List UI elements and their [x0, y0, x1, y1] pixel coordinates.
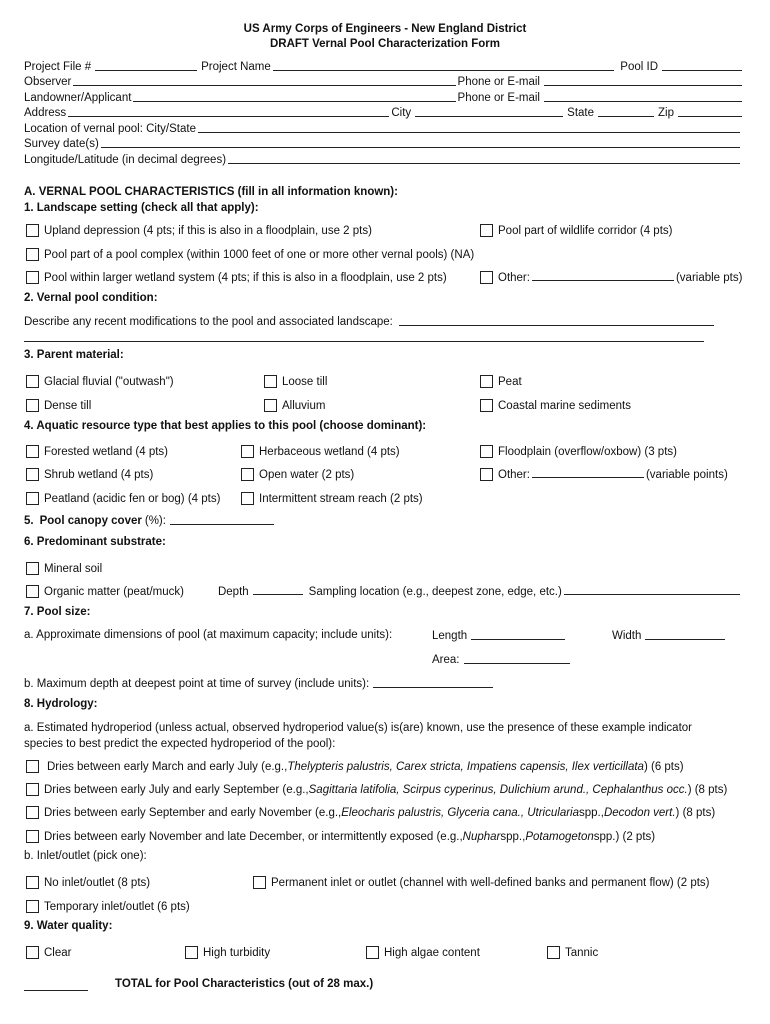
row-lonlat — [24, 151, 742, 166]
complex-checkbox[interactable] — [26, 248, 39, 261]
hydro-2-pre: Dries between early July and early September (e.g., — [44, 783, 309, 796]
hydro-3-pre: Dries between early September and early November (e.g., — [44, 806, 342, 819]
loose-till-label: Loose till — [282, 375, 328, 388]
hydro-1-checkbox[interactable] — [26, 760, 39, 773]
peatland-label: Peatland (acidic fen or bog) (4 pts) — [44, 492, 221, 505]
length-label: Length — [432, 630, 468, 642]
loose-till-checkbox[interactable] — [264, 375, 277, 388]
q1-complex[interactable] — [26, 248, 474, 261]
total-score-field[interactable] — [24, 990, 88, 991]
water-algae[interactable] — [366, 946, 480, 959]
q4-other-pts: (variable points) — [645, 468, 728, 481]
dense-till-label: Dense till — [44, 399, 92, 412]
alluvium-checkbox[interactable] — [264, 399, 277, 412]
area-field[interactable] — [464, 662, 570, 664]
q3-coastal[interactable] — [480, 399, 631, 412]
hydro-4-mid: spp., — [500, 830, 526, 843]
q4-floodplain[interactable] — [480, 445, 677, 458]
clear-label: Clear — [44, 946, 72, 959]
address-field[interactable] — [68, 115, 389, 117]
stream-checkbox[interactable] — [241, 492, 254, 505]
stream-label: Intermittent stream reach (2 pts) — [259, 492, 423, 505]
length-field[interactable] — [471, 638, 565, 640]
q2-describe-field-2[interactable] — [24, 341, 704, 342]
q4-other[interactable] — [480, 468, 728, 481]
area-row — [432, 651, 574, 666]
q2-describe-field[interactable] — [399, 324, 714, 326]
max-depth-field[interactable] — [373, 686, 493, 688]
q1-other-field[interactable] — [532, 279, 674, 281]
observer-label: Observer — [24, 76, 72, 88]
q5-row — [24, 512, 278, 527]
phone-email-1-field[interactable] — [544, 84, 742, 86]
pool-id-field[interactable] — [662, 69, 742, 71]
width-field[interactable] — [645, 638, 725, 640]
organic-label: Organic matter (peat/muck) — [44, 585, 184, 598]
length-row — [432, 627, 569, 642]
coastal-checkbox[interactable] — [480, 399, 493, 412]
q3-glacial[interactable] — [26, 375, 174, 388]
hydro-3-checkbox[interactable] — [26, 806, 39, 819]
shrub-label: Shrub wetland (4 pts) — [44, 468, 154, 481]
permanent-inlet-checkbox[interactable] — [253, 876, 266, 889]
complex-label: Pool part of a pool complex (within 1000 feet of one or more other vernal pools) (NA) — [44, 248, 475, 261]
width-label: Width — [612, 630, 642, 642]
clear-checkbox[interactable] — [26, 946, 39, 959]
project-file-field[interactable] — [95, 69, 197, 71]
forested-checkbox[interactable] — [26, 445, 39, 458]
form-header-agency: US Army Corps of Engineers - New England District — [243, 23, 527, 35]
q4-open[interactable] — [241, 468, 354, 481]
q6-heading: 6. Predominant substrate: — [24, 536, 166, 548]
alluvium-label: Alluvium — [282, 399, 326, 412]
upland-checkbox[interactable] — [26, 224, 39, 237]
landowner-field[interactable] — [133, 100, 455, 102]
corridor-checkbox[interactable] — [480, 224, 493, 237]
mineral-checkbox[interactable] — [26, 562, 39, 575]
q4-herbaceous[interactable] — [241, 445, 400, 458]
q5-heading: Pool canopy cover — [39, 515, 142, 527]
q9-heading: 9. Water quality: — [24, 920, 113, 932]
q8a-line2: species to best predict the expected hydroperiod of the pool): — [24, 738, 336, 750]
water-turbidity[interactable] — [185, 946, 270, 959]
survey-dates-field[interactable] — [101, 146, 740, 148]
floodplain-label: Floodplain (overflow/oxbow) (3 pts) — [498, 445, 677, 458]
q1-heading: 1. Landscape setting (check all that apply): — [24, 202, 259, 214]
pool-id-label: Pool ID — [620, 61, 658, 73]
no-inlet-checkbox[interactable] — [26, 876, 39, 889]
q1-other[interactable] — [480, 271, 742, 284]
inlet-permanent[interactable] — [253, 876, 710, 889]
hydro-march-july[interactable] — [26, 760, 684, 773]
hydro-november-december[interactable] — [26, 830, 655, 843]
q3-alluvium[interactable] — [264, 399, 325, 412]
q8a-line1: a. Estimated hydroperiod (unless actual, observed hydroperiod value(s) is(are) known, use the presence of these example indicator — [24, 722, 692, 734]
sampling-label: Sampling location (e.g., deepest zone, edge, etc.) — [308, 585, 562, 598]
shrub-checkbox[interactable] — [26, 468, 39, 481]
hydro-4-species-1: Nuphar — [462, 830, 501, 843]
project-name-field[interactable] — [273, 69, 615, 71]
q1-wetland[interactable] — [26, 271, 447, 284]
form-title: DRAFT Vernal Pool Characterization Form — [269, 38, 501, 50]
lonlat-field[interactable] — [228, 162, 740, 164]
city-label: City — [391, 107, 412, 119]
forested-label: Forested wetland (4 pts) — [44, 445, 169, 458]
landowner-label: Landowner/Applicant — [24, 92, 132, 104]
glacial-checkbox[interactable] — [26, 375, 39, 388]
peatland-checkbox[interactable] — [26, 492, 39, 505]
state-label: State — [567, 107, 595, 119]
location-label: Location of vernal pool: City/State — [24, 123, 196, 135]
permanent-inlet-label: Permanent inlet or outlet (channel with well-defined banks and permanent flow) (2 pts) — [271, 876, 710, 889]
floodplain-checkbox[interactable] — [480, 445, 493, 458]
turbidity-label: High turbidity — [203, 946, 271, 959]
q7b-row — [24, 675, 497, 690]
herbaceous-label: Herbaceous wetland (4 pts) — [259, 445, 400, 458]
tannic-checkbox[interactable] — [547, 946, 560, 959]
zip-label: Zip — [658, 107, 674, 119]
phone-email-2-field[interactable] — [544, 100, 742, 102]
project-name-label: Project Name — [201, 61, 271, 73]
q1-other-label: Other: — [498, 271, 530, 284]
wetland-label: Pool within larger wetland system (4 pts; if this is also in a floodplain, use 2 pts) — [44, 271, 447, 284]
hydro-2-post: ) (8 pts) — [687, 783, 728, 796]
q1-corridor[interactable] — [480, 224, 672, 237]
wetland-checkbox[interactable] — [26, 271, 39, 284]
algae-label: High algae content — [384, 946, 480, 959]
address-label: Address — [24, 107, 67, 119]
upland-label: Upland depression (4 pts; if this is also in a floodplain, use 2 pts) — [44, 224, 372, 237]
q8b-heading: b. Inlet/outlet (pick one): — [24, 850, 147, 862]
hydro-3-species-1: Eleocharis palustris, Glyceria cana., Utricularia — [341, 806, 579, 819]
open-water-label: Open water (2 pts) — [259, 468, 355, 481]
hydro-september-november[interactable] — [26, 806, 715, 819]
q4-other-label: Other: — [498, 468, 530, 481]
row-landowner — [24, 89, 742, 104]
q4-other-field[interactable] — [532, 476, 644, 478]
section-a-title: A. VERNAL POOL CHARACTERISTICS (fill in all information known): — [24, 186, 398, 198]
q8-heading: 8. Hydrology: — [24, 698, 98, 710]
row-address — [24, 104, 742, 119]
q7a-label: a. Approximate dimensions of pool (at maximum capacity; include units): — [24, 629, 393, 641]
peat-label: Peat — [498, 375, 522, 388]
water-tannic[interactable] — [547, 946, 598, 959]
state-field[interactable] — [598, 115, 654, 117]
q1-upland[interactable] — [26, 224, 372, 237]
row-project — [24, 58, 742, 73]
hydro-4-checkbox[interactable] — [26, 830, 39, 843]
hydro-3-post: ) (8 pts) — [675, 806, 716, 819]
turbidity-checkbox[interactable] — [185, 946, 198, 959]
q4-heading: 4. Aquatic resource type that best applies to this pool (choose dominant): — [24, 420, 427, 432]
row-observer — [24, 73, 742, 88]
q2-heading: 2. Vernal pool condition: — [24, 292, 158, 304]
hydro-4-species-2: Potamogeton — [525, 830, 594, 843]
width-row — [612, 627, 729, 642]
q1-other-pts: (variable pts) — [675, 271, 743, 284]
mineral-label: Mineral soil — [44, 562, 103, 575]
temporary-inlet-checkbox[interactable] — [26, 900, 39, 913]
depth-field[interactable] — [253, 593, 303, 595]
tannic-label: Tannic — [565, 946, 599, 959]
hydro-4-pre: Dries between early November and late December, or intermittently exposed (e.g., — [44, 830, 463, 843]
location-field[interactable] — [198, 131, 740, 133]
hydro-3-mid: spp., — [579, 806, 604, 819]
hydro-4-post: spp.) (2 pts) — [593, 830, 656, 843]
inlet-none[interactable] — [26, 876, 150, 889]
peat-checkbox[interactable] — [480, 375, 493, 388]
q7-heading: 7. Pool size: — [24, 606, 91, 618]
algae-checkbox[interactable] — [366, 946, 379, 959]
hydro-1-species: Thelypteris palustris, Carex stricta, Impatiens capensis, Ilex verticillata — [287, 760, 644, 773]
q1-other-checkbox[interactable] — [480, 271, 493, 284]
corridor-label: Pool part of wildlife corridor (4 pts) — [498, 224, 673, 237]
survey-dates-label: Survey date(s) — [24, 138, 99, 150]
temporary-inlet-label: Temporary inlet/outlet (6 pts) — [44, 900, 190, 913]
open-water-checkbox[interactable] — [241, 468, 254, 481]
water-clear[interactable] — [26, 946, 71, 959]
q4-forested[interactable] — [26, 445, 168, 458]
q5-number: 5. — [24, 515, 34, 527]
phone-email-2-label: Phone or E-mail — [457, 92, 540, 104]
row-survey-dates — [24, 135, 742, 150]
q2-describe-label: Describe any recent modifications to the pool and associated landscape: — [24, 316, 393, 328]
glacial-label: Glacial fluvial ("outwash") — [44, 375, 174, 388]
hydro-july-september[interactable] — [26, 783, 727, 796]
organic-checkbox[interactable] — [26, 585, 39, 598]
q3-dense[interactable] — [26, 399, 91, 412]
hydro-3-species-2: Decodon vert. — [603, 806, 676, 819]
hydro-1-post: ) (6 pts) — [643, 760, 684, 773]
city-field[interactable] — [415, 115, 563, 117]
observer-field[interactable] — [73, 84, 455, 86]
zip-field[interactable] — [678, 115, 742, 117]
lonlat-label: Longitude/Latitude (in decimal degrees) — [24, 154, 227, 166]
dense-till-checkbox[interactable] — [26, 399, 39, 412]
q4-shrub[interactable] — [26, 468, 153, 481]
q3-heading: 3. Parent material: — [24, 349, 124, 361]
q4-stream[interactable] — [241, 492, 423, 505]
no-inlet-label: No inlet/outlet (8 pts) — [44, 876, 151, 889]
q5-unit: (%): — [144, 515, 166, 527]
area-label: Area: — [432, 654, 460, 666]
q2-describe-row — [24, 313, 716, 328]
hydro-2-species: Sagittaria latifolia, Scirpus cyperinus, Dulichium arund., Cephalanthus occ. — [308, 783, 688, 796]
q3-loose[interactable] — [264, 375, 327, 388]
herbaceous-checkbox[interactable] — [241, 445, 254, 458]
coastal-label: Coastal marine sediments — [498, 399, 631, 412]
row-location — [24, 120, 742, 135]
phone-email-1-label: Phone or E-mail — [457, 76, 540, 88]
sampling-field[interactable] — [564, 593, 740, 595]
q3-peat[interactable] — [480, 375, 522, 388]
hydro-1-pre: Dries between early March and early July (e.g., — [47, 760, 288, 773]
canopy-cover-field[interactable] — [170, 523, 274, 525]
q6-organic-row — [26, 585, 742, 598]
hydro-2-checkbox[interactable] — [26, 783, 39, 796]
total-label: TOTAL for Pool Characteristics (out of 28 max.) — [115, 978, 374, 990]
q7b-label: b. Maximum depth at deepest point at time of survey (include units): — [24, 678, 370, 690]
depth-label: Depth — [217, 585, 249, 598]
q4-other-checkbox[interactable] — [480, 468, 493, 481]
inlet-temporary[interactable] — [26, 900, 190, 913]
project-file-label: Project File # — [24, 61, 92, 73]
q6-mineral[interactable] — [26, 562, 102, 575]
q4-peatland[interactable] — [26, 492, 220, 505]
